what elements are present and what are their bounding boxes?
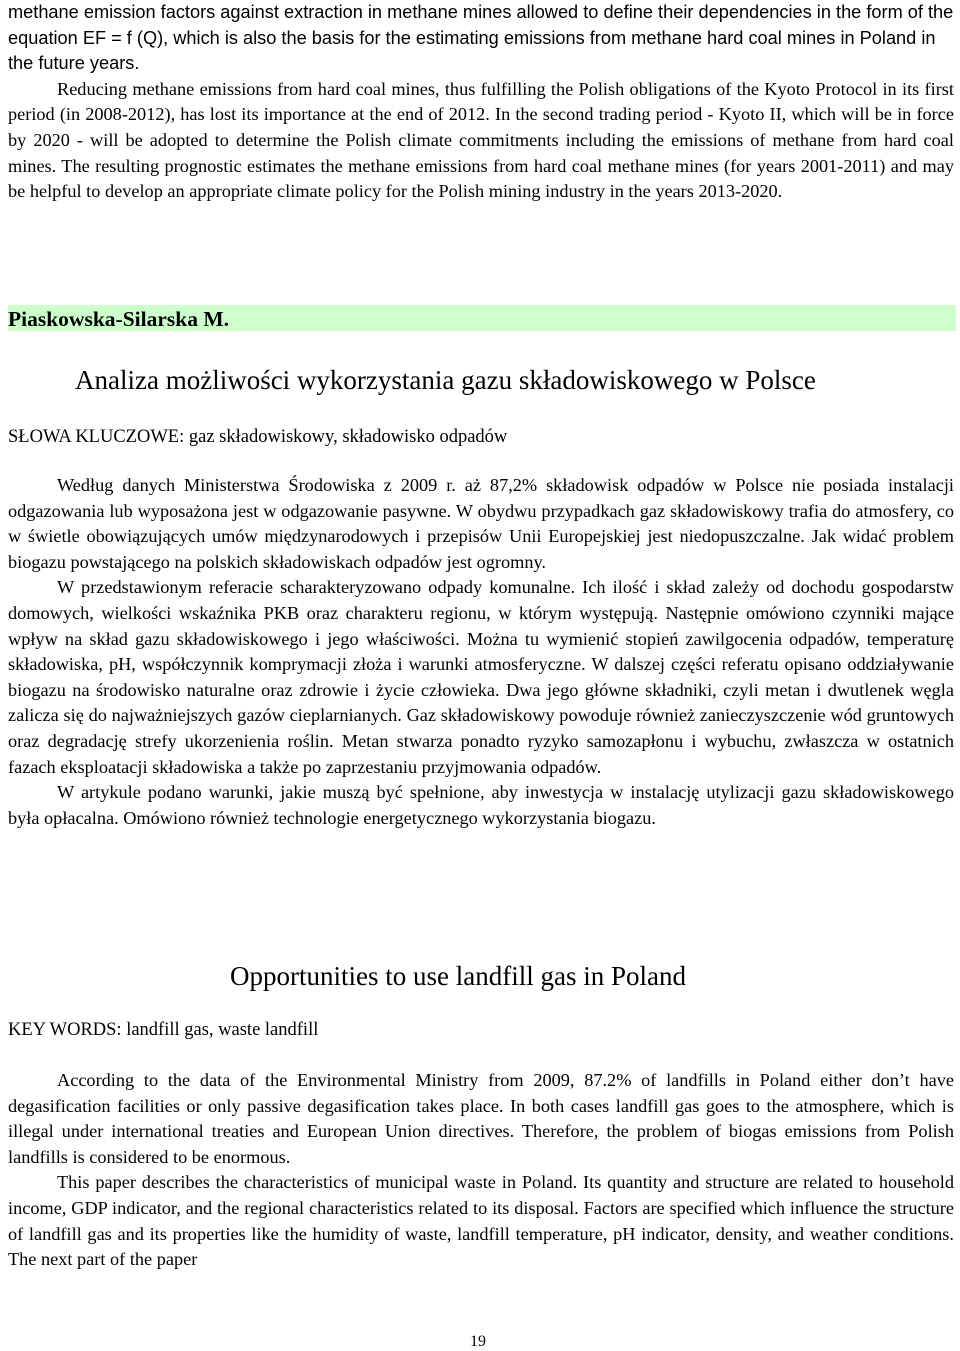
paragraph: Według danych Ministerstwa Środowiska z 2009 r. aż 87,2% składowisk odpadów w Polsce nie posiada instalacji odgazowania lub wyposażona jest w odgazowanie pasywne. W obydwu przypadkach gaz składowiskowy trafia do atmosfery, co w świetle obowiązujących umów międzynarodowych i przepisów Unii Europejskiej jest niedopuszczalne. Jak widać problem biogazu powstającego na polskich składowiskach odpadów jest ogromny.: [8, 475, 954, 572]
keywords-polish: SŁOWA KLUCZOWE: gaz składowiskowy, składowisko odpadów: [8, 427, 508, 447]
article-title-polish: Analiza możliwości wykorzystania gazu składowiskowego w Polsce: [75, 365, 816, 395]
keywords-english: KEY WORDS: landfill gas, waste landfill: [8, 1020, 319, 1040]
paragraph: Reducing methane emissions from hard coal mines, thus fulfilling the Polish obligations of the Kyoto Protocol in its first period (in 2008-2012), has lost its importance at the end of 2012. In the second trading period - Kyoto II, which will be in force by 2020 - will be adopted to determine the Polish climate commitments including the emissions of methane from hard coal mines. The resulting prognostic estimates the methane emissions from hard coal methane mines (for years 2001-2011) and may be helpful to develop an appropriate climate policy for the Polish mining industry in the years 2013-2020.: [8, 78, 954, 202]
paragraph: This paper describes the characteristics of municipal waste in Poland. Its quantity and structure are related to household income, GDP indicator, and the regional characteristics related to its disposal. Factors are specified which influence the structure of landfill gas and its properties like the humidity of waste, landfill temperature, pH indicator, density, and weather conditions. The next part of the paper: [8, 1172, 954, 1270]
paragraph: W artykule podano warunki, jakie muszą być spełnione, aby inwestycja w instalację utylizacji gazu składowiskowego była opłacalna. Omówiono również technologie energetycznego wykorzystania biogazu.: [8, 782, 954, 828]
author-name: Piaskowska-Silarska M.: [8, 307, 230, 331]
abstract-english: [8, 1068, 954, 1273]
paragraph: W przedstawionym referacie scharakteryzowano odpady komunalne. Ich ilość i skład zależy od dochodu gospodarstw domowych, wielkości wskaźnika PKB oraz charakteru regionu, w którym występują. Następnie omówiono czynniki mające wpływ na skład gazu składowiskowego i jego właściwości. Można tu wymienić stopień zawilgocenia odpadów, temperaturę składowiska, pH, współczynnik komprymacji złoża i warunki atmosferyczne. W dalszej części referatu opisano oddziaływanie biogazu na środowisko naturalne oraz zdrowie i życie człowieka. Dwa jego główne składniki, czyli metan i dwutlenek węgla zalicza się do najważniejszych gazów cieplarnianych. Gaz składowiskowy powoduje również zanieczyszczenie wód gruntowych oraz degradację strefy ukorzenienia roślin. Metan stwarza ponadto ryzyko samozapłonu i wybuchu, zwłaszcza w ostatnich fazach eksploatacji składowiska a także po zaprzestaniu przyjmowania odpadów.: [8, 577, 954, 777]
article-title-english: Opportunities to use landfill gas in Poland: [230, 961, 686, 991]
abstract-polish: [8, 473, 954, 831]
paragraph: According to the data of the Environmental Ministry from 2009, 87.2% of landfills in Poland either don’t have degasification facilities or only passive degasification takes place. In both cases landfill gas goes to the atmosphere, which is illegal under international treaties and European Union directives. Therefore, the problem of biogas emissions from Polish landfills is considered to be enormous.: [8, 1070, 954, 1167]
paragraph: methane emission factors against extraction in methane mines allowed to define their dependencies in the form of the equation EF = f (Q), which is also the basis for the estimating emissions from methane hard coal mines in Poland in the future years.: [8, 2, 954, 74]
page-number: 19: [470, 1333, 486, 1350]
previous-abstract: [8, 0, 954, 205]
